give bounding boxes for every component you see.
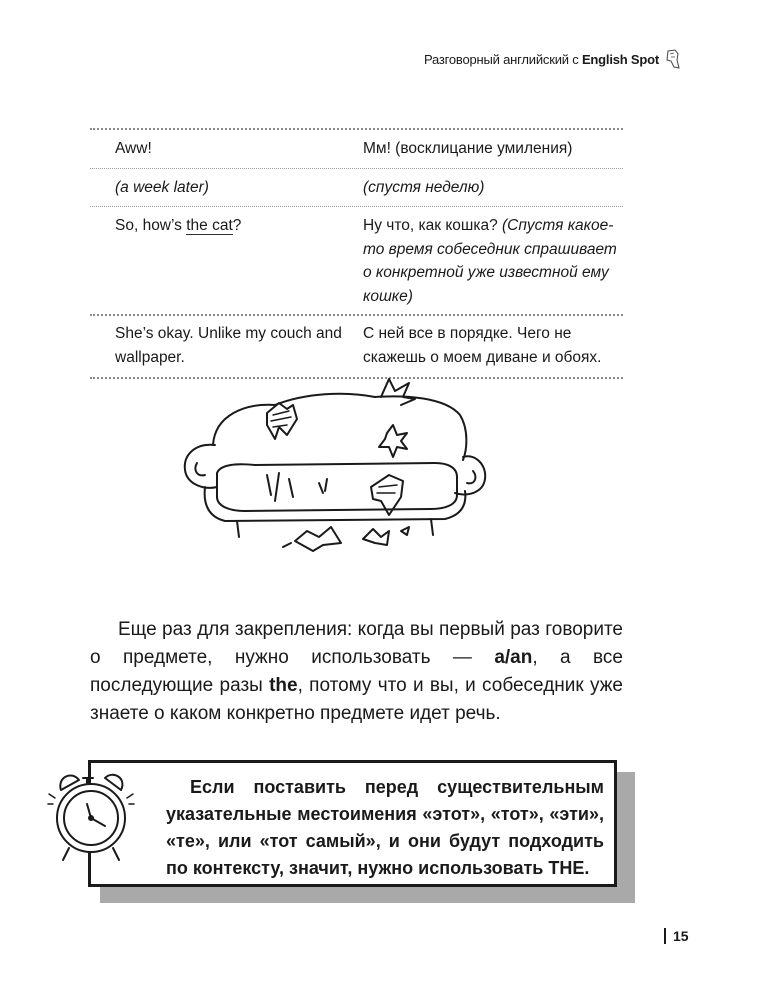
- article-a-an: a/an: [494, 647, 533, 668]
- torn-couch-illustration: [175, 375, 490, 565]
- header-logo-icon: [665, 48, 681, 70]
- russian-line: С ней все в порядке. Чего не скажешь о моем диване и обоях.: [363, 325, 602, 366]
- russian-line: (спустя неделю): [363, 178, 485, 196]
- alarm-clock-icon: [47, 768, 135, 864]
- page-number: 15: [664, 928, 689, 944]
- rule-note-box: [88, 760, 617, 887]
- english-line: So, how’s the cat?: [115, 217, 242, 234]
- dialog-row: [90, 316, 623, 377]
- article-the: the: [269, 675, 298, 696]
- running-header: [424, 48, 681, 70]
- header-title: Разговорный английский с English Spot: [423, 51, 659, 67]
- dialog-row: [90, 169, 623, 207]
- russian-line: Ну что, как кошка? (Спустя какое-то время собеседник спрашивает о конкретной уже известной ему кошке): [363, 217, 617, 305]
- russian-comment: (Спустя какое-то время собеседник спрашивает о конкретной уже известной ему кошке): [363, 217, 617, 305]
- english-line: (a week later): [115, 178, 209, 196]
- english-line: Aww!: [115, 140, 152, 157]
- dialog-row: [90, 130, 623, 168]
- english-line: She’s okay. Unlike my couch and wallpaper.: [115, 325, 342, 366]
- russian-line: Мм! (восклицание умиления): [363, 140, 573, 157]
- summary-paragraph: Еще раз для закрепления: когда вы первый раз говорите о предмете, нужно использовать — a/an, а все последующие разы the, потому что и вы, и собеседник уже знаете о каком конкретно предмете идет речь.: [90, 619, 624, 724]
- dialog-table: [90, 128, 623, 379]
- dialog-row: [90, 207, 623, 314]
- rule-note-text: Если поставить перед существительным указательные местоимения «этот», «тот», «эти», «те», или «тот самый», и они будут подходить по контексту, значит, нужно использовать THE.: [166, 777, 604, 878]
- underlined-phrase: the cat: [186, 217, 233, 234]
